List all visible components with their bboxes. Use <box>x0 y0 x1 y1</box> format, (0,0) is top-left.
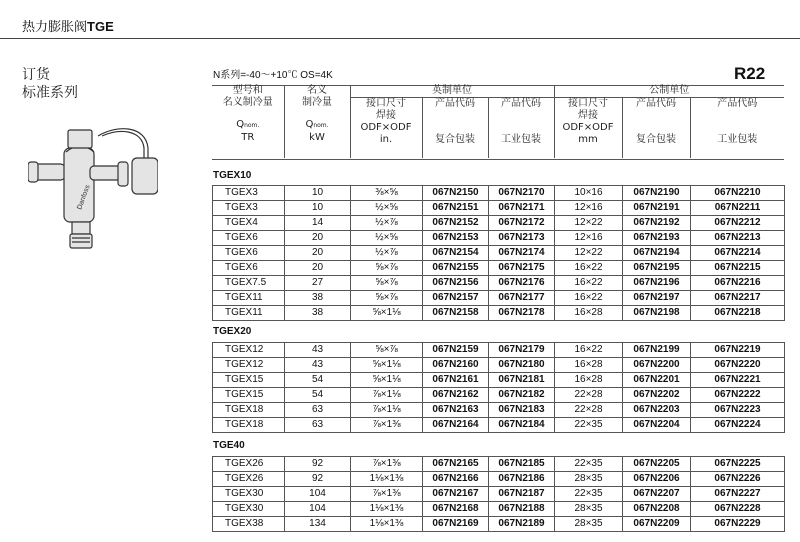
cell-capacity: 104 <box>285 487 351 502</box>
cell-capacity: 104 <box>285 502 351 517</box>
table-row <box>213 457 785 472</box>
cell-type: TGEX18 <box>213 418 285 433</box>
header-metric-group: 公制单位 <box>554 85 784 98</box>
cell-metric-code-multipack: 067N2209 <box>623 517 691 532</box>
cell-metric-code-multipack: 067N2190 <box>623 186 691 201</box>
cell-metric-connection: 16×22 <box>555 343 623 358</box>
cell-metric-code-industrial: 067N2227 <box>691 487 785 502</box>
cell-imperial-connection: ⅞×1⅜ <box>351 457 423 472</box>
header-capacity: 名义 制冷量 Qnom. kW <box>284 85 350 158</box>
table-row <box>213 418 785 433</box>
table-row <box>213 291 785 306</box>
cell-imperial-code-multipack: 067N2168 <box>423 502 489 517</box>
cell-metric-connection: 12×22 <box>555 216 623 231</box>
cell-imperial-code-industrial: 067N2173 <box>489 231 555 246</box>
cell-metric-code-industrial: 067N2210 <box>691 186 785 201</box>
cell-imperial-connection: ⅝×⅞ <box>351 276 423 291</box>
cell-type: TGEX6 <box>213 261 285 276</box>
cell-imperial-code-industrial: 067N2180 <box>489 358 555 373</box>
cell-metric-connection: 16×28 <box>555 306 623 321</box>
cell-metric-code-multipack: 067N2199 <box>623 343 691 358</box>
cell-metric-code-industrial: 067N2218 <box>691 306 785 321</box>
cell-metric-connection: 16×28 <box>555 373 623 388</box>
cell-metric-connection: 12×16 <box>555 201 623 216</box>
table-row <box>213 502 785 517</box>
cell-imperial-code-industrial: 067N2183 <box>489 403 555 418</box>
table-row <box>213 216 785 231</box>
refrigerant-label: R22 <box>734 64 766 83</box>
cell-imperial-code-multipack: 067N2169 <box>423 517 489 532</box>
cell-imperial-code-multipack: 067N2152 <box>423 216 489 231</box>
header-type: 型号和 名义制冷量 Qnom. TR <box>222 85 273 143</box>
cell-imperial-code-multipack: 067N2160 <box>423 358 489 373</box>
cell-metric-connection: 22×28 <box>555 388 623 403</box>
cell-metric-connection: 28×35 <box>555 502 623 517</box>
cell-metric-connection: 28×35 <box>555 517 623 532</box>
header-metric-connection: 接口尺寸 焊接 ODF×ODF mm <box>554 98 622 159</box>
table-row <box>213 517 785 532</box>
cell-metric-code-multipack: 067N2201 <box>623 373 691 388</box>
cell-imperial-connection: ½×⅞ <box>351 246 423 261</box>
cell-metric-code-industrial: 067N2215 <box>691 261 785 276</box>
cell-type: TGEX12 <box>213 343 285 358</box>
cell-metric-code-industrial: 067N2211 <box>691 201 785 216</box>
cell-type: TGEX15 <box>213 373 285 388</box>
cell-metric-code-industrial: 067N2212 <box>691 216 785 231</box>
header-imperial-connection: 接口尺寸 焊接 ODF×ODF in. <box>350 98 422 159</box>
cell-capacity: 92 <box>285 457 351 472</box>
cell-type: TGEX6 <box>213 231 285 246</box>
section-heading <box>22 66 78 102</box>
cell-type: TGEX6 <box>213 246 285 261</box>
cell-imperial-connection: ½×⅝ <box>351 201 423 216</box>
cell-metric-code-multipack: 067N2207 <box>623 487 691 502</box>
header-imperial-code-multipack: 产品代码 复合包装 <box>422 98 488 159</box>
cell-imperial-code-multipack: 067N2162 <box>423 388 489 403</box>
cell-type: TGEX38 <box>213 517 285 532</box>
cell-metric-code-multipack: 067N2200 <box>623 358 691 373</box>
brand-label: Danfoss <box>76 184 92 211</box>
cell-capacity: 38 <box>285 291 351 306</box>
table-row <box>213 487 785 502</box>
cell-imperial-connection: ⅝×⅞ <box>351 343 423 358</box>
cell-metric-code-multipack: 067N2208 <box>623 502 691 517</box>
data-table-tge40 <box>212 456 785 532</box>
table-row <box>213 388 785 403</box>
cell-metric-code-multipack: 067N2195 <box>623 261 691 276</box>
cell-imperial-connection: ⅞×1⅛ <box>351 388 423 403</box>
data-table-tgex20 <box>212 342 785 433</box>
cell-capacity: 20 <box>285 231 351 246</box>
cell-metric-code-industrial: 067N2224 <box>691 418 785 433</box>
table-row <box>213 276 785 291</box>
cell-metric-connection: 28×35 <box>555 472 623 487</box>
cell-metric-code-industrial: 067N2214 <box>691 246 785 261</box>
cell-metric-code-multipack: 067N2197 <box>623 291 691 306</box>
cell-metric-code-industrial: 067N2217 <box>691 291 785 306</box>
cell-imperial-code-multipack: 067N2153 <box>423 231 489 246</box>
heading-standard-series: 标准系列 <box>22 85 78 101</box>
group-label: TGEX20 <box>213 326 252 337</box>
operating-conditions: N系列=-40～+10℃ OS=4K <box>213 70 333 81</box>
cell-imperial-connection: ⅝×⅞ <box>351 261 423 276</box>
cell-type: TGEX11 <box>213 306 285 321</box>
header-metric-code-multipack: 产品代码 复合包装 <box>622 98 690 159</box>
cell-metric-code-industrial: 067N2223 <box>691 403 785 418</box>
cell-imperial-connection: 1⅛×1⅜ <box>351 517 423 532</box>
cell-type: TGEX26 <box>213 457 285 472</box>
cell-metric-code-multipack: 067N2202 <box>623 388 691 403</box>
cell-type: TGEX30 <box>213 502 285 517</box>
cell-imperial-connection: 1⅛×1⅜ <box>351 502 423 517</box>
cell-metric-code-multipack: 067N2196 <box>623 276 691 291</box>
cell-type: TGEX3 <box>213 186 285 201</box>
cell-metric-code-multipack: 067N2194 <box>623 246 691 261</box>
cell-imperial-code-multipack: 067N2163 <box>423 403 489 418</box>
cell-imperial-code-multipack: 067N2161 <box>423 373 489 388</box>
cell-imperial-code-industrial: 067N2177 <box>489 291 555 306</box>
cell-imperial-connection: ⅞×1⅜ <box>351 418 423 433</box>
cell-imperial-code-multipack: 067N2166 <box>423 472 489 487</box>
cell-imperial-code-industrial: 067N2172 <box>489 216 555 231</box>
cell-capacity: 92 <box>285 472 351 487</box>
cell-imperial-code-multipack: 067N2151 <box>423 201 489 216</box>
header-imperial-group: 英制单位 <box>350 85 554 98</box>
cell-imperial-code-industrial: 067N2178 <box>489 306 555 321</box>
table-header <box>212 85 784 158</box>
table-row <box>213 201 785 216</box>
cell-type: TGEX12 <box>213 358 285 373</box>
cell-capacity: 14 <box>285 216 351 231</box>
cell-imperial-code-industrial: 067N2182 <box>489 388 555 403</box>
cell-type: TGEX15 <box>213 388 285 403</box>
cell-imperial-code-industrial: 067N2187 <box>489 487 555 502</box>
cell-metric-code-industrial: 067N2219 <box>691 343 785 358</box>
cell-metric-connection: 10×16 <box>555 186 623 201</box>
cell-imperial-code-industrial: 067N2171 <box>489 201 555 216</box>
page-title: 热力膨胀阀TGE <box>22 19 114 35</box>
cell-capacity: 20 <box>285 246 351 261</box>
cell-capacity: 43 <box>285 358 351 373</box>
cell-type: TGEX26 <box>213 472 285 487</box>
cell-imperial-connection: ⅞×1⅛ <box>351 403 423 418</box>
group-label: TGEX10 <box>213 170 252 181</box>
cell-capacity: 20 <box>285 261 351 276</box>
cell-capacity: 38 <box>285 306 351 321</box>
cell-metric-code-multipack: 067N2191 <box>623 201 691 216</box>
table-row <box>213 472 785 487</box>
cell-imperial-code-multipack: 067N2167 <box>423 487 489 502</box>
cell-metric-connection: 22×35 <box>555 418 623 433</box>
data-table-tgex10 <box>212 185 785 321</box>
expansion-valve-image <box>28 118 158 258</box>
cell-capacity: 54 <box>285 373 351 388</box>
table-row <box>213 231 785 246</box>
cell-imperial-connection: ⅝×1⅛ <box>351 358 423 373</box>
cell-type: TGEX4 <box>213 216 285 231</box>
cell-metric-code-industrial: 067N2213 <box>691 231 785 246</box>
cell-type: TGEX18 <box>213 403 285 418</box>
cell-type: TGEX3 <box>213 201 285 216</box>
cell-metric-code-multipack: 067N2203 <box>623 403 691 418</box>
cell-imperial-code-industrial: 067N2186 <box>489 472 555 487</box>
cell-imperial-code-multipack: 067N2154 <box>423 246 489 261</box>
cell-metric-connection: 22×35 <box>555 457 623 472</box>
cell-capacity: 10 <box>285 186 351 201</box>
header-imperial-code-industrial: 产品代码 工业包装 <box>488 98 554 159</box>
table-row <box>213 358 785 373</box>
cell-metric-code-industrial: 067N2222 <box>691 388 785 403</box>
table-row <box>213 261 785 276</box>
cell-metric-code-industrial: 067N2229 <box>691 517 785 532</box>
cell-imperial-code-multipack: 067N2150 <box>423 186 489 201</box>
cell-imperial-code-industrial: 067N2175 <box>489 261 555 276</box>
cell-metric-connection: 12×16 <box>555 231 623 246</box>
cell-metric-code-multipack: 067N2198 <box>623 306 691 321</box>
cell-metric-connection: 16×22 <box>555 276 623 291</box>
table-row <box>213 373 785 388</box>
cell-metric-connection: 16×28 <box>555 358 623 373</box>
cell-metric-code-multipack: 067N2192 <box>623 216 691 231</box>
table-row <box>213 306 785 321</box>
cell-capacity: 10 <box>285 201 351 216</box>
cell-capacity: 54 <box>285 388 351 403</box>
cell-metric-connection: 16×22 <box>555 261 623 276</box>
cell-metric-code-multipack: 067N2205 <box>623 457 691 472</box>
cell-capacity: 27 <box>285 276 351 291</box>
cell-imperial-code-industrial: 067N2176 <box>489 276 555 291</box>
header-metric-code-industrial: 产品代码 工业包装 <box>690 98 784 159</box>
cell-imperial-code-industrial: 067N2174 <box>489 246 555 261</box>
cell-imperial-connection: 1⅛×1⅜ <box>351 472 423 487</box>
cell-capacity: 63 <box>285 403 351 418</box>
cell-metric-code-multipack: 067N2206 <box>623 472 691 487</box>
cell-imperial-code-multipack: 067N2159 <box>423 343 489 358</box>
cell-imperial-code-industrial: 067N2185 <box>489 457 555 472</box>
cell-capacity: 134 <box>285 517 351 532</box>
cell-metric-code-industrial: 067N2226 <box>691 472 785 487</box>
cell-metric-code-industrial: 067N2216 <box>691 276 785 291</box>
cell-metric-connection: 16×22 <box>555 291 623 306</box>
cell-imperial-connection: ⅜×⅝ <box>351 186 423 201</box>
cell-imperial-code-industrial: 067N2170 <box>489 186 555 201</box>
cell-imperial-code-industrial: 067N2179 <box>489 343 555 358</box>
cell-metric-code-industrial: 067N2228 <box>691 502 785 517</box>
cell-capacity: 63 <box>285 418 351 433</box>
cell-type: TGEX30 <box>213 487 285 502</box>
table-row <box>213 343 785 358</box>
cell-imperial-code-multipack: 067N2165 <box>423 457 489 472</box>
cell-metric-code-multipack: 067N2204 <box>623 418 691 433</box>
cell-imperial-code-multipack: 067N2164 <box>423 418 489 433</box>
cell-imperial-code-multipack: 067N2155 <box>423 261 489 276</box>
cell-imperial-connection: ⅝×⅞ <box>351 291 423 306</box>
cell-imperial-code-multipack: 067N2158 <box>423 306 489 321</box>
group-label: TGE40 <box>213 440 245 451</box>
table-row <box>213 403 785 418</box>
cell-imperial-connection: ⅞×1⅜ <box>351 487 423 502</box>
cell-metric-code-multipack: 067N2193 <box>623 231 691 246</box>
cell-imperial-code-industrial: 067N2184 <box>489 418 555 433</box>
cell-type: TGEX7.5 <box>213 276 285 291</box>
cell-metric-code-industrial: 067N2221 <box>691 373 785 388</box>
cell-metric-connection: 22×28 <box>555 403 623 418</box>
cell-imperial-code-industrial: 067N2188 <box>489 502 555 517</box>
cell-imperial-code-multipack: 067N2156 <box>423 276 489 291</box>
cell-capacity: 43 <box>285 343 351 358</box>
cell-metric-code-industrial: 067N2220 <box>691 358 785 373</box>
cell-imperial-connection: ⅝×1⅛ <box>351 306 423 321</box>
heading-order: 订货 <box>22 67 50 83</box>
cell-imperial-code-multipack: 067N2157 <box>423 291 489 306</box>
cell-metric-connection: 12×22 <box>555 246 623 261</box>
cell-metric-connection: 22×35 <box>555 487 623 502</box>
cell-imperial-connection: ½×⅝ <box>351 231 423 246</box>
cell-imperial-code-industrial: 067N2189 <box>489 517 555 532</box>
cell-imperial-code-industrial: 067N2181 <box>489 373 555 388</box>
cell-imperial-connection: ⅝×1⅛ <box>351 373 423 388</box>
cell-metric-code-industrial: 067N2225 <box>691 457 785 472</box>
cell-type: TGEX11 <box>213 291 285 306</box>
table-row <box>213 186 785 201</box>
table-row <box>213 246 785 261</box>
cell-imperial-connection: ½×⅞ <box>351 216 423 231</box>
title-divider <box>0 38 800 39</box>
